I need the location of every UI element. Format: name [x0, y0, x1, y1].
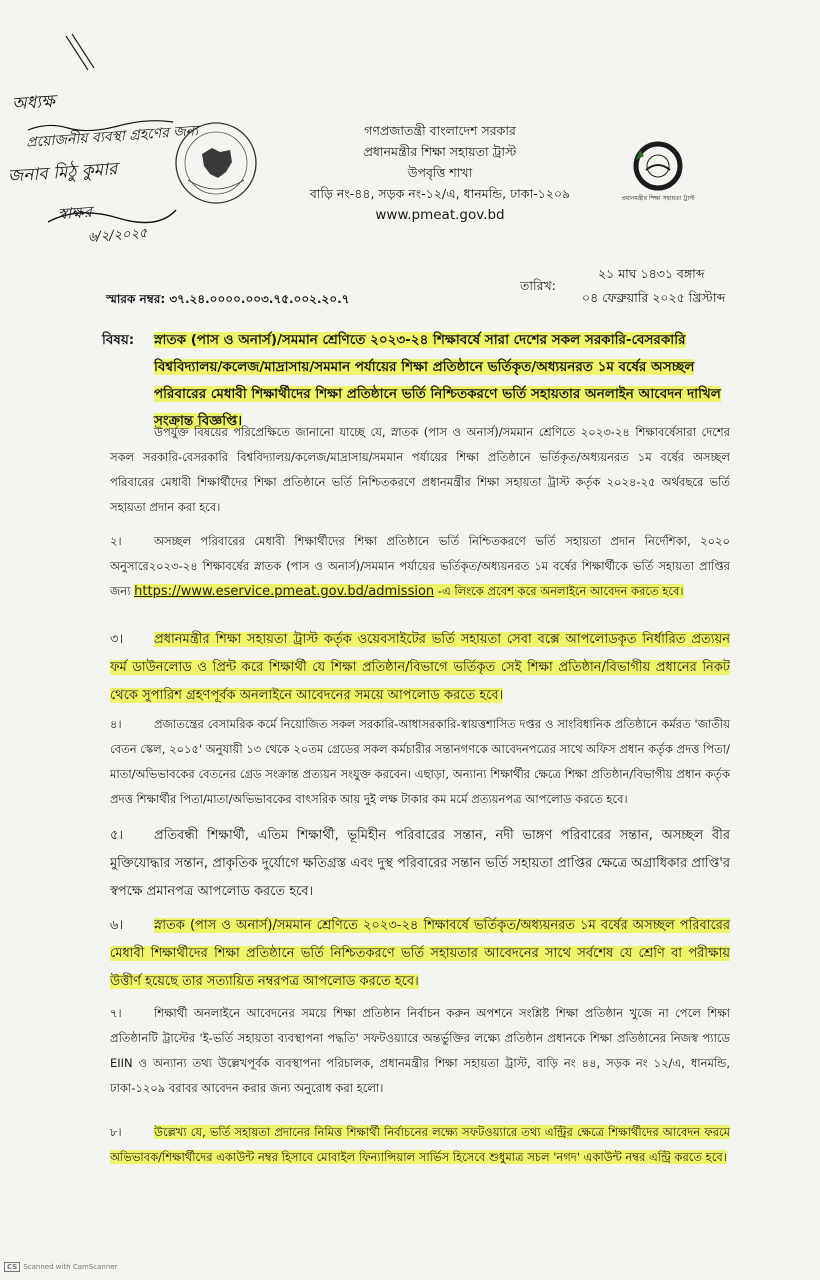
- paragraph-7-number: ৭।: [110, 1006, 122, 1020]
- subject-text: স্নাতক (পাস ও অনার্স)/সমমান শ্রেণিতে ২০২৩-২৪ শিক্ষাবর্ষে সারা দেশের সকল সরকারি-বেসরকারি বিশ্ববিদ্যালয়/কলেজ/মাদ্রাসায়/সমমান পর্যায়ের শিক্ষা প্রতিষ্ঠানে ভর্তিকৃত/অধ্যয়নরত ১ম বর্ষের অসচ্ছল পরিবারের মেধাবী শিক্ষার্থীদের শিক্ষা প্রতিষ্ঠানে ভর্তি নিশ্চিতকরণে ভর্তি সহায়তার অনলাইন আবেদন দাখিল সংক্রান্ত বিজ্ঞপ্তি।: [154, 332, 721, 429]
- paragraph-4-text: প্রজাতন্ত্রের বেসামরিক কর্মে নিয়োজিত সকল সরকারি-আধাসরকারি-স্বায়ত্তশাসিত দপ্তর ও সাংবিধানিক প্রতিষ্ঠানে কর্মরত 'জাতীয় বেতন স্কেল, ২০১৫' অনুযায়ী ১৩ থেকে ২০তম গ্রেডের সকল কর্মচারীর সন্তানগণকে আবেদনপত্রের সাথে অফিস প্রধান কর্তৃক প্রদত্ত পিতা/মাতা/অভিভাবকের বেতনের গ্রেড সংক্রান্ত প্রত্যয়ন সংযুক্ত করবেন। এছাড়া, অন্যান্য শিক্ষার্থীর ক্ষেত্রে শিক্ষা প্রতিষ্ঠান/বিভাগীয় প্রধান কর্তৃক প্রদত্ত শিক্ষার্থীর পিতা/মাতা/অভিভাবকের বাৎসরিক আয় দুই লক্ষ টাকার কম মর্মে প্রত্যয়নপত্র আপলোড করতে হবে।: [110, 717, 730, 806]
- paragraph-3-number: ৩।: [110, 632, 124, 647]
- paragraph-5-number: ৫।: [110, 828, 124, 843]
- paragraph-8-number: ৮।: [110, 1125, 122, 1139]
- header-branch: উপবৃত্তি শাখা: [407, 165, 473, 180]
- memo-value: ৩৭.২৪.০০০০.০০৩.৭৫.০০২.২০.৭: [169, 292, 350, 306]
- paragraph-3-text: প্রধানমন্ত্রীর শিক্ষা সহায়তা ট্রাস্ট কর্তৃক ওয়েবসাইটের ভর্তি সহায়তা সেবা বক্সে আপলোডকৃত নির্ধারিত প্রত্যয়ন ফর্ম ডাউনলোড ও প্রিন্ট করে শিক্ষার্থী যে শিক্ষা প্রতিষ্ঠান/বিভাগে ভর্তিকৃত সেই শিক্ষা প্রতিষ্ঠান/বিভাগীয় প্রধানের নিকট থেকে সুপারিশ গ্রহণপূর্বক অনলাইনে আবেদনের সময়ে আপলোড করতে হবে।: [110, 632, 730, 703]
- paragraph-7-text: শিক্ষার্থী অনলাইনে আবেদনের সময়ে শিক্ষা প্রতিষ্ঠান নির্বাচন করুন অপশনে সংশ্লিষ্ট শিক্ষা প্রতিষ্ঠান খুজে না পেলে শিক্ষা প্রতিষ্ঠানটি ট্রাস্টের 'ই-ভর্তি সহায়তা ব্যবস্থাপনা পদ্ধতি' সফটওয়্যারে অন্তর্ভুক্তির লক্ষ্যে প্রতিষ্ঠান প্রধানকে শিক্ষা প্রতিষ্ঠানের নিজস্ব প্যাডে EIIN ও অন্যান্য তথ্য উল্লেখপূর্বক ব্যবস্থাপনা পরিচালক, প্রধানমন্ত্রীর শিক্ষা সহায়তা ট্রাস্ট, বাড়ি নং ৪৪, সড়ক নং ১২/এ, ধানমন্ডি, ঢাকা-১২০৯ বরাবর আবেদন করার জন্য অনুরোধ করা হলো।: [110, 1006, 730, 1095]
- paragraph-3: [110, 626, 730, 710]
- handwritten-note: [8, 30, 198, 260]
- paragraph-4-number: ৪।: [110, 717, 122, 731]
- paragraph-8: [110, 1120, 730, 1170]
- paragraph-7: [110, 1001, 730, 1101]
- paragraph-8-text: উল্লেখ্য যে, ভর্তি সহায়তা প্রদানের নিমিত্ত শিক্ষার্থী নির্বাচনের লক্ষ্যে সফটওয়্যারে তথ্য এন্ট্রির ক্ষেত্রে শিক্ষার্থীদের আবেদন ফরমে অভিভাবক/শিক্ষার্থীদের একাউন্ট নম্বর হিসাবে মোবাইল ফিন্যান্সিয়াল সার্ভিস হিসেবে শুধুমাত্র সচল 'নগদ' একাউন্ট নম্বর এন্ট্রি করতে হবে।: [110, 1125, 730, 1164]
- paragraph-intro-text: উপর্যুক্ত বিষয়ের পরিপ্রেক্ষিতে জানানো যাচ্ছে যে, স্নাতক (পাস ও অনার্স)/সমমান শ্রেণিতে ২০২৩-২৪ শিক্ষাবর্ষেসারা দেশের সকল সরকারি-বেসরকারি বিশ্ববিদ্যালয়/কলেজ/মাদ্রাসায়/সমমান পর্যায়ের শিক্ষা প্রতিষ্ঠানে ভর্তিকৃত/অধ্যয়নরত ১ম বর্ষের অসচ্ছল পরিবারের মেধাবী শিক্ষার্থীদের শিক্ষা প্রতিষ্ঠানে ভর্তি নিশ্চিতকরণে প্রধানমন্ত্রীর শিক্ষা সহায়তা ট্রাস্ট কর্তৃক ২০২৪-২৫ অর্থবছরে ভর্তি সহায়তা প্রদান করা হবে।: [110, 425, 730, 514]
- date-english: ০৪ ফেব্রুয়ারি ২০২৫ খ্রিস্টাব্দ: [582, 290, 726, 305]
- camscanner-icon: CS: [4, 1262, 20, 1272]
- date-bangla: ২১ মাঘ ১৪৩১ বঙ্গাব্দ: [598, 266, 705, 281]
- admission-link[interactable]: https://www.eservice.pmeat.gov.bd/admission: [134, 584, 435, 599]
- letterhead: [270, 120, 610, 226]
- paragraph-5: [110, 822, 730, 906]
- subject: [102, 327, 730, 435]
- paragraph-2-text: অসচ্ছল পরিবারের মেধাবী শিক্ষার্থীদের শিক্ষা প্রতিষ্ঠানে ভর্তি নিশ্চিতকরণে ভর্তি সহায়তা প্রদান নির্দেশিকা, ২০২০ অনুসারে২০২৩-২৪ শিক্ষাবর্ষের স্নাতক (পাস ও অনার্স)/সমমান পর্যায়ের ভর্তিকৃত/অধ্যয়নরত ১ম বর্ষের শিক্ষার্থীকে ভর্তি সহায়তা প্রাপ্তির জন্য: [110, 534, 730, 598]
- paragraph-6-number: ৬।: [110, 918, 124, 933]
- paragraph-5-text: প্রতিবন্ধী শিক্ষার্থী, এতিম শিক্ষার্থী, ভূমিহীন পরিবারের সন্তান, নদী ভাঙ্গণ পরিবারের সন্তান, অসচ্ছল বীর মুক্তিযোদ্ধার সন্তান, প্রাকৃতিক দুর্যোগে ক্ষতিগ্রস্ত এবং দুস্থ পরিবারের সন্তান ভর্তি সহায়তা প্রাপ্তির ক্ষেত্রে অগ্রাধিকার প্রাপ্তি'র স্বপক্ষে প্রমানপত্র আপলোড করতে হবে।: [110, 828, 730, 899]
- government-seal-icon: [172, 118, 260, 208]
- handnote-date: ৬/২/২০২৫: [87, 225, 148, 246]
- handnote-line3: জনাব মিঠু কুমার: [7, 159, 119, 187]
- trust-logo-icon: [616, 130, 700, 214]
- scanner-text: Scanned with CamScanner: [23, 1263, 118, 1271]
- paragraph-2-number: ২।: [110, 534, 122, 548]
- handnote-line2: প্রয়োজনীয় ব্যবস্থা গ্রহণের জন্য: [25, 123, 199, 151]
- trust-logo-caption: প্রধানমন্ত্রীর শিক্ষা সহায়তা ট্রাস্ট: [621, 195, 695, 202]
- header-website: www.pmeat.gov.bd: [375, 207, 505, 223]
- memo-number: [106, 291, 349, 311]
- header-address: বাড়ি নং-৪৪, সড়ক নং-১২/এ, ধানমন্ডি, ঢাকা-১২০৯: [309, 186, 571, 201]
- handnote-signature: স্বাক্ষর: [57, 202, 93, 224]
- scanner-watermark: [4, 1262, 117, 1272]
- paragraph-intro: [110, 420, 730, 520]
- header-trust-name: প্রধানমন্ত্রীর শিক্ষা সহায়তা ট্রাস্ট: [363, 144, 517, 159]
- paragraph-6-text: স্নাতক (পাস ও অনার্স)/সমমান শ্রেণিতে ২০২৩-২৪ শিক্ষাবর্ষে ভর্তিকৃত/অধ্যয়নরত ১ম বর্ষের অসচ্ছল পরিবারের মেধাবী শিক্ষার্থীদের শিক্ষা প্রতিষ্ঠানে ভর্তি নিশ্চিতকরণে ভর্তি সহায়তার আবেদনের সাথে সর্বশেষ যে শ্রেণি বা পরীক্ষায় উত্তীর্ণ হয়েছে তার সত্যায়িত নম্বরপত্র আপলোড করতে হবে।: [110, 918, 730, 989]
- handnote-line1: অধ্যক্ষ: [11, 91, 56, 115]
- header-government: গণপ্রজাতন্ত্রী বাংলাদেশ সরকার: [364, 123, 516, 138]
- paragraph-4: [110, 712, 730, 812]
- memo-label: স্মারক নম্বর:: [106, 292, 166, 306]
- date-label: তারিখ:: [520, 278, 556, 293]
- paragraph-2: [110, 529, 730, 604]
- paragraph-6: [110, 912, 730, 996]
- subject-label: বিষয়:: [102, 332, 135, 348]
- paragraph-2-tail: -এ লিংকে প্রবেশ করে অনলাইনে আবেদন করতে হবে।: [434, 584, 684, 598]
